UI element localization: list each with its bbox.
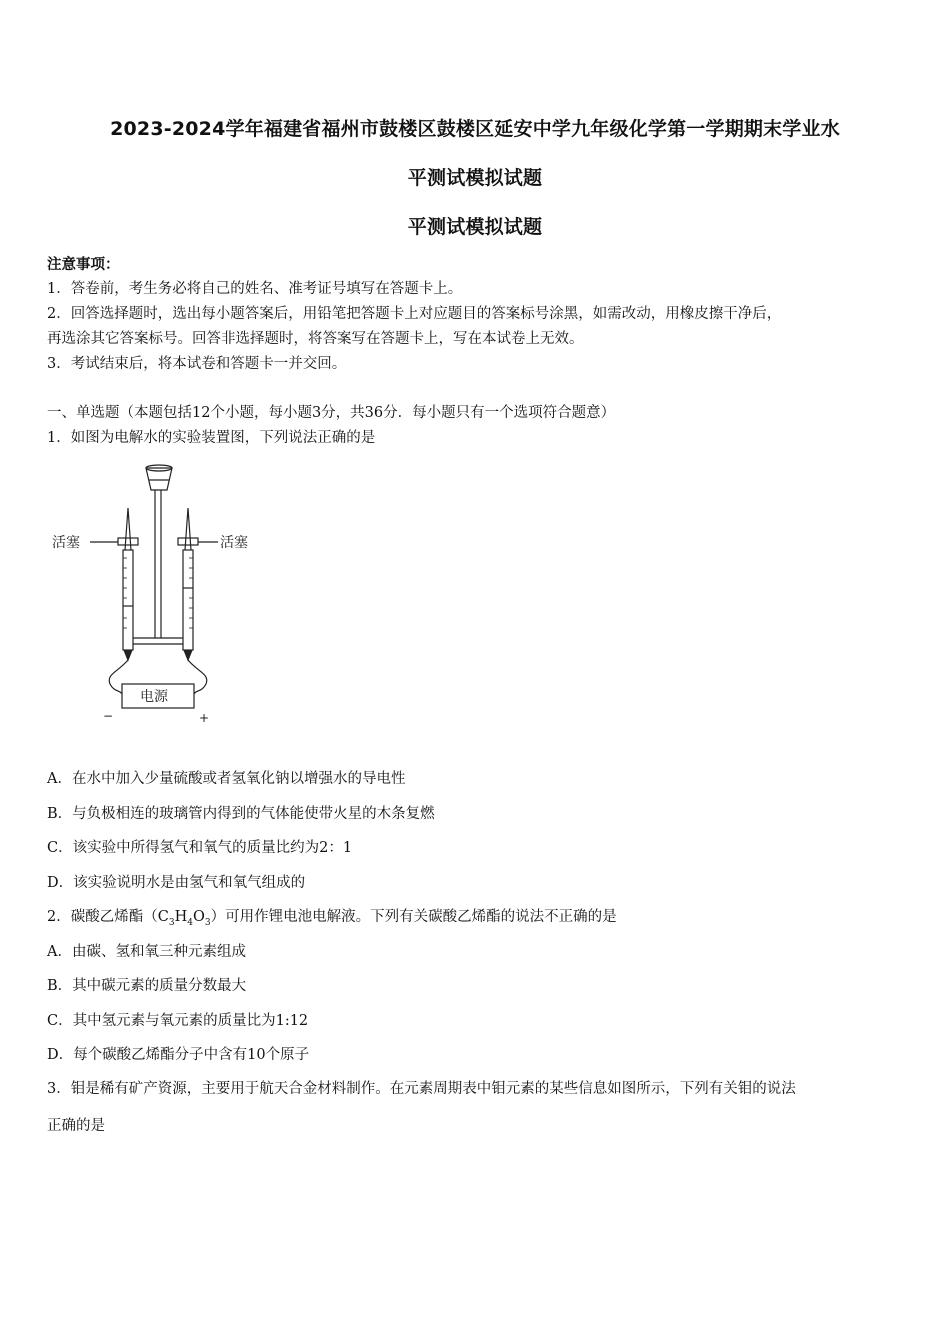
exam-title-line-1: 2023-2024学年福建省福州市鼓楼区鼓楼区延安中学九年级化学第一学期期末学业水 [110,118,840,140]
question-2-option-d: D．每个碳酸乙烯酯分子中含有10个原子 [47,1047,310,1063]
formula-sub-carbon: 3 [168,917,175,928]
question-1-option-d: D．该实验说明水是由氢气和氧气组成的 [47,875,306,891]
question-3-stem-line-2: 正确的是 [47,1118,105,1134]
notice-item-2b: 再选涂其它答案标号。回答非选择题时，将答案写在答题卡上，写在本试卷上无效。 [47,331,584,347]
right-tube [183,550,193,650]
formula-oxygen: O [192,909,205,925]
right-stopcock [178,538,198,545]
section-1-heading: 一、单选题（本题包括12个小题，每小题3分，共36分．每小题只有一个选项符合题意） [47,405,616,421]
question-1-stem: 1．如图为电解水的实验装置图，下列说法正确的是 [47,430,376,446]
question-2-stem-suffix: ）可用作锂电池电解液。下列有关碳酸乙烯酯的说法不正确的是 [210,909,617,925]
formula-hydrogen: H [174,909,188,925]
power-supply-label: 电源 [140,689,168,705]
formula-sub-hydrogen: 4 [187,917,193,928]
question-1-option-a: A．在水中加入少量硫酸或者氢氧化钠以增强水的导电性 [47,771,406,787]
left-stopcock [118,538,138,545]
left-stopcock-label: 活塞 [52,535,80,551]
notice-heading: 注意事项： [47,256,120,273]
question-2-stem-prefix: 2．碳酸乙烯酯（C [47,909,169,925]
notice-item-2a: 2．回答选择题时，选出每小题答案后，用铅笔把答题卡上对应题目的答案标号涂黑，如需改动，用橡皮擦干净后， [47,306,782,322]
left-electrode [124,650,132,660]
right-stopcock-label: 活塞 [220,535,248,551]
exam-title-line-2: 平测试模拟试题 [407,167,543,189]
question-1-option-b: B．与负极相连的玻璃管内得到的气体能使带火星的木条复燃 [47,806,435,822]
positive-wire [188,660,207,694]
question-1-option-c: C．该实验中所得氢气和氧气的质量比约为2：1 [47,840,353,856]
positive-terminal-sign: + [199,711,210,725]
electrolysis-apparatus-figure [48,458,268,730]
question-2-option-c: C．其中氢元素与氧元素的质量比为1:12 [47,1013,309,1029]
right-electrode [184,650,192,660]
question-2-option-a: A．由碳、氢和氧三种元素组成 [47,944,246,960]
question-2-stem [47,905,617,928]
formula-sub-oxygen: 3 [204,917,211,928]
left-tube-tip [125,508,131,550]
question-3-stem-line-1: 3．钼是稀有矿产资源，主要用于航天合金材料制作。在元素周期表中钼元素的某些信息如图所示，下列有关钼的说法 [47,1081,796,1097]
negative-terminal-sign: − [103,709,114,723]
exam-title-line-3: 平测试模拟试题 [407,216,543,238]
negative-wire [109,660,128,694]
left-tube [123,550,133,650]
question-2-option-b: B．其中碳元素的质量分数最大 [47,978,247,994]
right-tube-tip [185,508,191,550]
notice-item-1: 1．答卷前，考生务必将自己的姓名、准考证号填写在答题卡上。 [47,281,463,297]
notice-item-3: 3．考试结束后，将本试卷和答题卡一并交回。 [47,356,347,372]
